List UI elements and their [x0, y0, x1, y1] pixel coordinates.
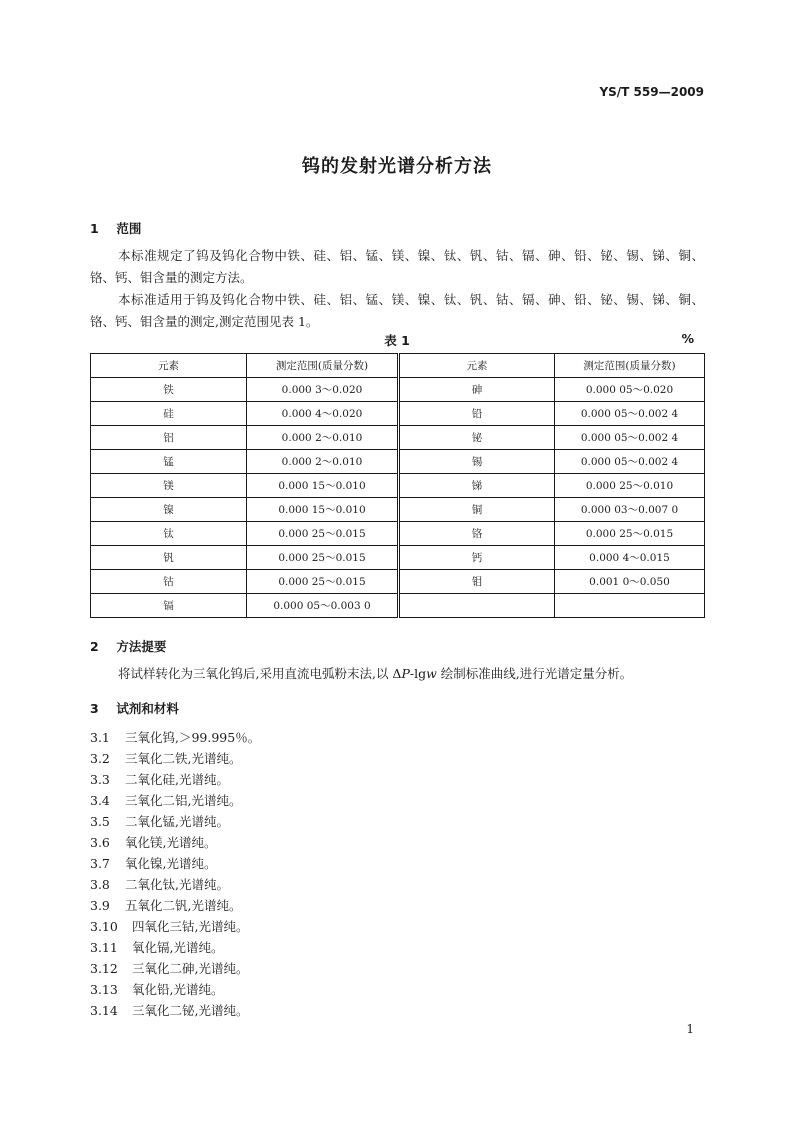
section-number: 3	[90, 701, 99, 716]
element-cell: 锡	[399, 450, 555, 474]
section-number: 1	[90, 221, 99, 236]
item-text: 氧化镍,光谱纯。	[125, 856, 217, 871]
item-number: 3.12	[90, 961, 118, 976]
item-text: 三氧化二铁,光谱纯。	[125, 751, 242, 766]
variable-w: w	[426, 666, 437, 681]
standard-number: YS/T 559—2009	[599, 85, 704, 99]
table-row	[91, 594, 705, 618]
variable-p: P	[401, 666, 410, 681]
range-cell: 0.000 25～0.015	[247, 570, 399, 594]
list-item	[90, 853, 260, 874]
section-heading-method	[90, 637, 166, 655]
element-cell: 镁	[91, 474, 247, 498]
table-row	[91, 570, 705, 594]
table-row	[91, 522, 705, 546]
section-title: 范围	[116, 221, 142, 236]
item-number: 3.7	[90, 856, 110, 871]
item-number: 3.6	[90, 835, 110, 850]
table-caption: 表 1	[384, 333, 410, 348]
element-cell: 铬	[399, 522, 555, 546]
item-number: 3.3	[90, 772, 110, 787]
range-cell: 0.000 03～0.007 0	[555, 498, 705, 522]
element-cell: 铝	[91, 426, 247, 450]
item-text: 三氧化二铋,光谱纯。	[132, 1003, 249, 1018]
element-cell: 镍	[91, 498, 247, 522]
list-item	[90, 727, 260, 748]
range-cell: 0.000 25～0.015	[247, 522, 399, 546]
element-cell: 钴	[91, 570, 247, 594]
method-text: 绘制标准曲线,进行光谱定量分析。	[436, 666, 633, 681]
element-cell: 锰	[91, 450, 247, 474]
list-item	[90, 916, 260, 937]
table-row	[91, 426, 705, 450]
range-cell: 0.000 4～0.020	[247, 402, 399, 426]
header-element: 元素	[399, 354, 555, 378]
item-number: 3.9	[90, 898, 110, 913]
range-cell: 0.000 15～0.010	[247, 498, 399, 522]
list-item	[90, 937, 260, 958]
item-text: 二氧化硅,光谱纯。	[125, 772, 229, 787]
section-heading-scope	[90, 219, 141, 237]
list-item	[90, 874, 260, 895]
section-title: 方法提要	[116, 639, 167, 654]
header-range: 测定范围(质量分数)	[555, 354, 705, 378]
table-header-row	[91, 354, 705, 378]
range-cell: 0.000 05～0.003 0	[247, 594, 399, 618]
list-item	[90, 811, 260, 832]
scope-paragraph-1: 本标准规定了钨及钨化合物中铁、硅、铝、锰、镁、镍、钛、钒、钴、镉、砷、铅、铋、锡、锑、铜、铬、钙、钼含量的测定方法。	[90, 248, 704, 285]
element-cell: 砷	[399, 378, 555, 402]
page-number: 1	[686, 1022, 694, 1036]
item-number: 3.1	[90, 730, 110, 745]
table-row	[91, 546, 705, 570]
list-item	[90, 979, 260, 1000]
element-cell: 钛	[91, 522, 247, 546]
item-text: 氧化镁,光谱纯。	[125, 835, 217, 850]
item-text: 氧化镉,光谱纯。	[132, 940, 224, 955]
element-cell: 锑	[399, 474, 555, 498]
section-number: 2	[90, 639, 99, 654]
element-cell: 铅	[399, 402, 555, 426]
list-item	[90, 748, 260, 769]
item-number: 3.13	[90, 982, 118, 997]
document-title: 钨的发射光谱分析方法	[302, 156, 492, 177]
item-text: 三氧化二砷,光谱纯。	[132, 961, 249, 976]
table-body	[91, 378, 705, 618]
item-number: 3.8	[90, 877, 110, 892]
range-cell: 0.000 05～0.002 4	[555, 426, 705, 450]
range-cell: 0.000 2～0.010	[247, 450, 399, 474]
item-number: 3.5	[90, 814, 110, 829]
method-paragraph	[90, 663, 704, 685]
section-title: 试剂和材料	[116, 701, 179, 716]
list-item	[90, 958, 260, 979]
item-number: 3.2	[90, 751, 110, 766]
method-text: -lg	[409, 666, 427, 681]
range-cell: 0.000 05～0.020	[555, 378, 705, 402]
table-unit: %	[681, 331, 694, 346]
table-row	[91, 450, 705, 474]
item-text: 三氧化二铝,光谱纯。	[125, 793, 242, 808]
method-text: 将试样转化为三氧化钨后,采用直流电弧粉末法,以 Δ	[118, 666, 402, 681]
range-cell: 0.000 05～0.002 4	[555, 402, 705, 426]
element-cell: 钼	[399, 570, 555, 594]
range-cell: 0.000 25～0.015	[247, 546, 399, 570]
range-cell: 0.001 0～0.050	[555, 570, 705, 594]
range-cell: 0.000 2～0.010	[247, 426, 399, 450]
table-row	[91, 474, 705, 498]
list-item	[90, 1000, 260, 1021]
range-cell: 0.000 05～0.002 4	[555, 450, 705, 474]
item-text: 四氧化三钴,光谱纯。	[132, 919, 249, 934]
range-cell: 0.000 25～0.010	[555, 474, 705, 498]
scope-paragraph-2: 本标准适用于钨及钨化合物中铁、硅、铝、锰、镁、镍、钛、钒、钴、镉、砷、铅、铋、锡、锑、铜、铬、钙、钼含量的测定,测定范围见表 1。	[90, 292, 704, 329]
item-text: 氧化铅,光谱纯。	[132, 982, 224, 997]
range-cell: 0.000 4～0.015	[555, 546, 705, 570]
range-cell: 0.000 25～0.015	[555, 522, 705, 546]
table-caption-row	[90, 331, 704, 349]
element-cell: 铋	[399, 426, 555, 450]
table-row	[91, 378, 705, 402]
element-cell: 钒	[91, 546, 247, 570]
header-range: 测定范围(质量分数)	[247, 354, 399, 378]
list-item	[90, 769, 260, 790]
item-number: 3.4	[90, 793, 110, 808]
item-text: 三氧化钨,＞99.995％。	[125, 730, 261, 745]
list-item	[90, 895, 260, 916]
range-cell: 0.000 3～0.020	[247, 378, 399, 402]
element-cell: 钙	[399, 546, 555, 570]
range-cell: 0.000 15～0.010	[247, 474, 399, 498]
item-number: 3.11	[90, 940, 118, 955]
element-cell: 镉	[91, 594, 247, 618]
item-text: 二氧化锰,光谱纯。	[125, 814, 229, 829]
item-text: 五氧化二钒,光谱纯。	[125, 898, 242, 913]
item-number: 3.14	[90, 1003, 118, 1018]
list-item	[90, 790, 260, 811]
element-cell: 铜	[399, 498, 555, 522]
item-number: 3.10	[90, 919, 118, 934]
section-heading-reagents	[90, 699, 179, 717]
header-element: 元素	[91, 354, 247, 378]
element-cell	[399, 594, 555, 618]
table-row	[91, 498, 705, 522]
reagent-list	[90, 727, 260, 1021]
measurement-range-table	[90, 353, 705, 618]
element-cell: 硅	[91, 402, 247, 426]
element-cell: 铁	[91, 378, 247, 402]
list-item	[90, 832, 260, 853]
range-cell	[555, 594, 705, 618]
item-text: 二氧化钛,光谱纯。	[125, 877, 229, 892]
table-row	[91, 402, 705, 426]
